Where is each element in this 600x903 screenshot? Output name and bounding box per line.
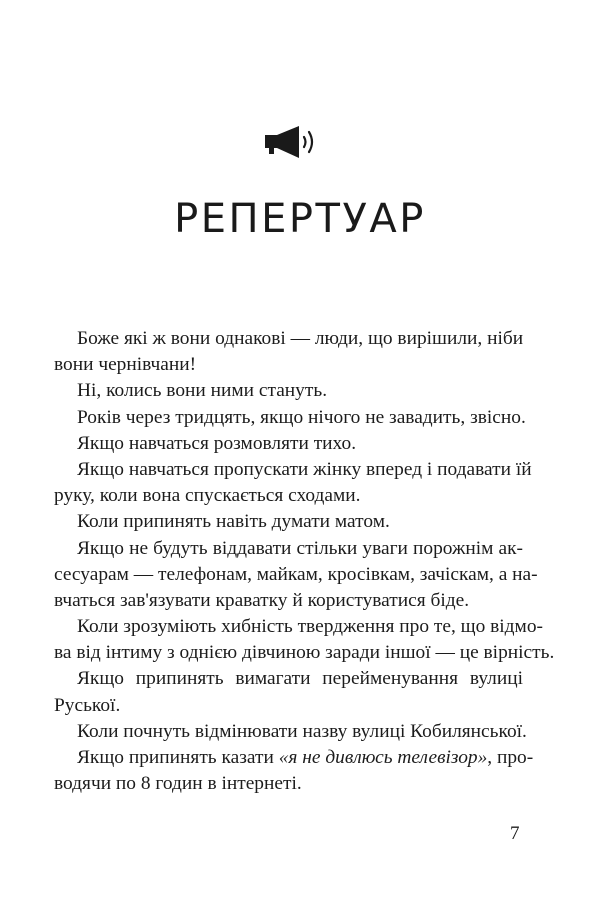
page-number: 7	[510, 823, 520, 844]
text-segment: , про-	[487, 747, 534, 768]
italic-quote: «я не дивлюсь телевізор»	[278, 747, 488, 768]
text-line: Ні, колись вони ними стануть.	[77, 380, 328, 402]
text-line: Боже які ж вони однакові — люди, що вирішили, ніби	[77, 328, 524, 349]
text-line: Якщо не будуть віддавати стільки уваги порожнім ак-	[77, 537, 523, 559]
text-line: сесуарам — телефонам, майкам, кросівкам, зачіскам, а на-	[54, 563, 538, 585]
chapter-body	[54, 326, 555, 797]
text-line: Якщо навчаться розмовляти тихо.	[77, 432, 357, 454]
text-line: вони чернівчани!	[54, 354, 197, 376]
text-line: Років через тридцять, якщо нічого не завадить, звісно.	[77, 406, 526, 428]
text-segment: Якщо припинять казати	[77, 747, 279, 768]
text-line-with-quote	[77, 745, 534, 771]
text-line: Якщо припинять вимагати перейменування вулиці	[77, 668, 523, 690]
megaphone-icon	[263, 122, 323, 162]
text-line: Коли почнуть відмінювати назву вулиці Кобилянської.	[77, 720, 527, 742]
text-line: Коли припинять навіть думати матом.	[77, 511, 390, 533]
text-line: ва від інтиму з однією дівчиною заради іншої — це вірність.	[54, 642, 555, 664]
text-line: водячи по 8 годин в інтернеті.	[54, 773, 302, 795]
text-line: Якщо навчаться пропускати жінку вперед і подавати їй	[77, 458, 532, 480]
text-line: руку, коли вона спускається сходами.	[54, 485, 361, 507]
text-line: Руської.	[54, 694, 121, 716]
text-line: Коли зрозуміють хибність твердження про те, що відмо-	[77, 616, 543, 638]
chapter-title: РЕПЕРТУАР	[174, 196, 426, 242]
text-line: вчаться зав'язувати краватку й користуватися біде.	[54, 589, 470, 611]
